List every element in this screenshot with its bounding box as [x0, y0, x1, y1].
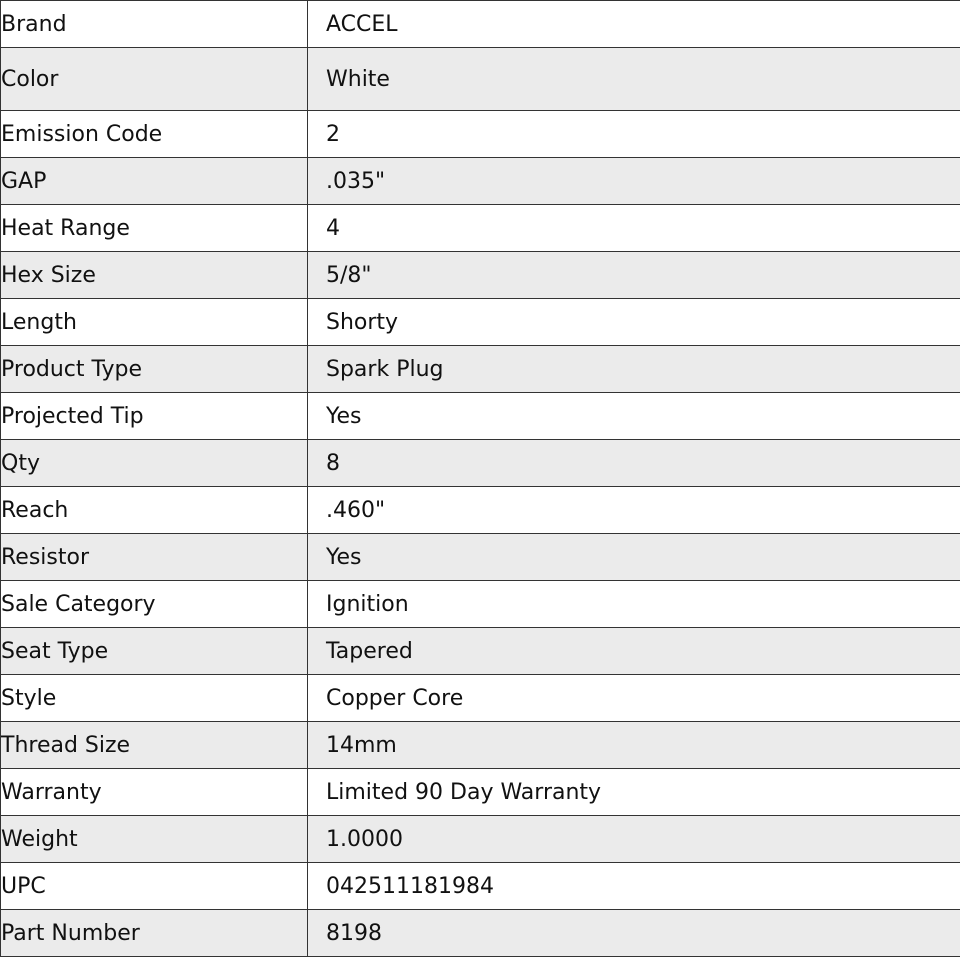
spec-value: 8 — [308, 440, 960, 487]
spec-value: 042511181984 — [308, 863, 960, 910]
table-row — [1, 581, 960, 628]
spec-value: Copper Core — [308, 675, 960, 722]
spec-value: .460" — [308, 487, 960, 534]
spec-value: Tapered — [308, 628, 960, 675]
table-row — [1, 440, 960, 487]
table-row — [1, 816, 960, 863]
spec-label: Reach — [1, 487, 308, 534]
spec-label: Qty — [1, 440, 308, 487]
spec-value: 5/8" — [308, 252, 960, 299]
spec-value: Ignition — [308, 581, 960, 628]
table-row — [1, 346, 960, 393]
table-row — [1, 863, 960, 910]
spec-label: Brand — [1, 1, 308, 48]
spec-value: Yes — [308, 393, 960, 440]
spec-value: Yes — [308, 534, 960, 581]
table-row — [1, 299, 960, 346]
spec-label: GAP — [1, 158, 308, 205]
spec-label: Projected Tip — [1, 393, 308, 440]
spec-label: Color — [1, 48, 308, 111]
table-row — [1, 628, 960, 675]
spec-label: Emission Code — [1, 111, 308, 158]
spec-value: Spark Plug — [308, 346, 960, 393]
spec-label: Resistor — [1, 534, 308, 581]
spec-label: Seat Type — [1, 628, 308, 675]
table-row — [1, 910, 960, 957]
spec-label: Warranty — [1, 769, 308, 816]
table-row — [1, 534, 960, 581]
table-row — [1, 205, 960, 252]
table-row — [1, 487, 960, 534]
spec-label: Sale Category — [1, 581, 308, 628]
table-row — [1, 769, 960, 816]
spec-label: Heat Range — [1, 205, 308, 252]
spec-value: .035" — [308, 158, 960, 205]
table-row — [1, 722, 960, 769]
spec-value: 4 — [308, 205, 960, 252]
spec-label: UPC — [1, 863, 308, 910]
table-row — [1, 158, 960, 205]
table-row — [1, 1, 960, 48]
spec-value: 8198 — [308, 910, 960, 957]
table-row — [1, 111, 960, 158]
spec-label: Style — [1, 675, 308, 722]
spec-value: White — [308, 48, 960, 111]
spec-value: Limited 90 Day Warranty — [308, 769, 960, 816]
table-row — [1, 675, 960, 722]
spec-label: Product Type — [1, 346, 308, 393]
spec-label: Part Number — [1, 910, 308, 957]
table-row — [1, 393, 960, 440]
spec-value: 2 — [308, 111, 960, 158]
spec-value: 14mm — [308, 722, 960, 769]
spec-label: Length — [1, 299, 308, 346]
table-row — [1, 48, 960, 111]
spec-value: Shorty — [308, 299, 960, 346]
table-row — [1, 252, 960, 299]
spec-value: ACCEL — [308, 1, 960, 48]
spec-label: Thread Size — [1, 722, 308, 769]
spec-value: 1.0000 — [308, 816, 960, 863]
spec-label: Hex Size — [1, 252, 308, 299]
spec-label: Weight — [1, 816, 308, 863]
